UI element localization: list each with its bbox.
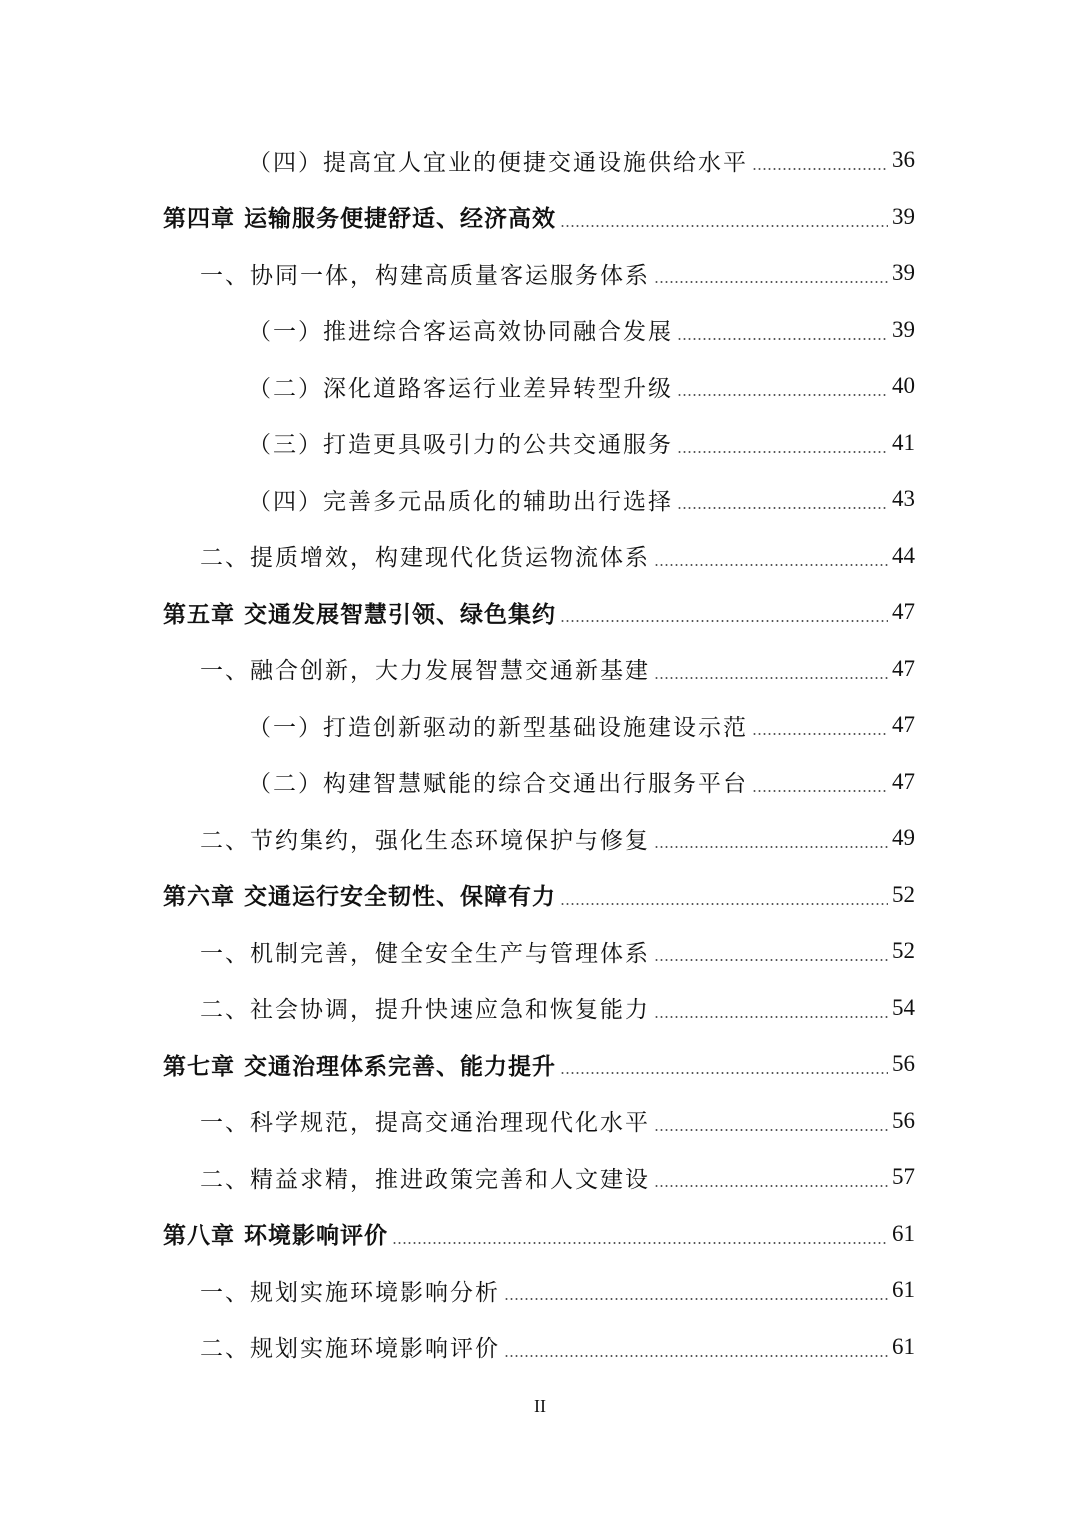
toc-entry[interactable] xyxy=(200,810,915,866)
toc-dot-leader xyxy=(654,281,888,283)
toc-dot-leader xyxy=(677,507,888,509)
toc-dot-leader xyxy=(677,338,888,340)
toc-entry[interactable] xyxy=(163,189,915,245)
toc-entry-title: 二、提质增效，构建现代化货运物流体系 xyxy=(200,545,650,571)
toc-entry-title: 一、协同一体，构建高质量客运服务体系 xyxy=(200,262,650,289)
toc-entry[interactable] xyxy=(200,1319,915,1375)
toc-entry-title: 一、机制完善，健全安全生产与管理体系 xyxy=(200,940,650,967)
toc-entry-page: 61 xyxy=(892,1277,915,1302)
toc-entry[interactable] xyxy=(200,528,915,584)
toc-entry-page: 43 xyxy=(892,486,915,511)
toc-entry[interactable] xyxy=(248,415,915,471)
toc-entry[interactable] xyxy=(200,1262,915,1318)
toc-entry[interactable] xyxy=(200,641,915,697)
toc-entry[interactable] xyxy=(248,358,915,414)
toc-entry-title: （二）构建智慧赋能的综合交通出行服务平台 xyxy=(248,771,748,797)
toc-dot-leader xyxy=(560,903,888,905)
toc-dot-leader xyxy=(392,1242,888,1244)
toc-dot-leader xyxy=(560,620,888,622)
toc-entry-page: 39 xyxy=(892,260,915,285)
toc-entry-page: 47 xyxy=(892,655,915,681)
toc-entry-page: 41 xyxy=(892,429,915,455)
toc-entry-title: （一）打造创新驱动的新型基础设施建设示范 xyxy=(248,714,748,741)
toc-entry-page: 39 xyxy=(892,316,915,342)
toc-entry-page: 54 xyxy=(892,994,915,1020)
toc-entry-page: 40 xyxy=(892,373,915,398)
toc-entry-title: 第四章 运输服务便捷舒适、经济高效 xyxy=(163,206,557,232)
toc-dot-leader xyxy=(654,959,888,961)
toc-entry-page: 47 xyxy=(892,712,915,737)
page-number: II xyxy=(534,1396,546,1416)
toc-entry-title: （四）提高宜人宜业的便捷交通设施供给水平 xyxy=(248,149,748,176)
toc-dot-leader xyxy=(654,564,888,566)
toc-entry-page: 56 xyxy=(892,1107,915,1133)
toc-entry[interactable] xyxy=(200,980,915,1036)
toc-dot-leader xyxy=(560,225,888,227)
toc-entry[interactable] xyxy=(200,1093,915,1149)
toc-entry-title: 一、融合创新，大力发展智慧交通新基建 xyxy=(200,658,650,684)
toc-entry-title: 二、节约集约，强化生态环境保护与修复 xyxy=(200,827,650,854)
toc-entry-page: 52 xyxy=(892,881,915,907)
toc-entry-page: 47 xyxy=(892,599,915,624)
toc-entry-page: 39 xyxy=(892,203,915,229)
toc-entry-title: （二）深化道路客运行业差异转型升级 xyxy=(248,375,673,402)
toc-dot-leader xyxy=(654,1129,888,1131)
toc-entry-page: 57 xyxy=(892,1164,915,1189)
toc-entry-page: 61 xyxy=(892,1220,915,1246)
toc-entry[interactable] xyxy=(248,471,915,527)
toc-entry-page: 49 xyxy=(892,825,915,850)
toc-dot-leader xyxy=(560,1072,888,1074)
toc-entry-title: 一、规划实施环境影响分析 xyxy=(200,1279,500,1306)
toc-dot-leader xyxy=(504,1298,888,1300)
toc-entry[interactable] xyxy=(200,1149,915,1205)
toc-entry-title: 二、规划实施环境影响评价 xyxy=(200,1336,500,1362)
toc-entry[interactable] xyxy=(248,754,915,810)
toc-dot-leader xyxy=(654,846,888,848)
toc-entry[interactable] xyxy=(163,584,915,640)
toc-dot-leader xyxy=(654,1185,888,1187)
toc-entry[interactable] xyxy=(248,697,915,753)
toc-entry[interactable] xyxy=(248,302,915,358)
toc-entry[interactable] xyxy=(200,923,915,979)
toc-entry-page: 56 xyxy=(892,1051,915,1076)
toc-entry-title: 二、社会协调，提升快速应急和恢复能力 xyxy=(200,997,650,1023)
toc-dot-leader xyxy=(677,394,888,396)
toc-entry-title: （一）推进综合客运高效协同融合发展 xyxy=(248,319,673,345)
toc-dot-leader xyxy=(504,1355,888,1357)
toc-entry-title: 第八章 环境影响评价 xyxy=(163,1223,389,1249)
toc-entry-page: 36 xyxy=(892,147,915,172)
toc-entry-title: （三）打造更具吸引力的公共交通服务 xyxy=(248,432,673,458)
toc-entry[interactable] xyxy=(163,1036,915,1092)
toc-dot-leader xyxy=(752,168,888,170)
toc-entry-title: 第六章 交通运行安全韧性、保障有力 xyxy=(163,884,557,910)
toc-entry-title: 第五章 交通发展智慧引领、绿色集约 xyxy=(163,601,557,628)
toc-dot-leader xyxy=(654,677,888,679)
toc-dot-leader xyxy=(752,790,888,792)
toc-entry-page: 52 xyxy=(892,938,915,963)
toc-entry-page: 47 xyxy=(892,768,915,794)
toc-dot-leader xyxy=(752,733,888,735)
toc-entry[interactable] xyxy=(248,132,915,188)
toc-dot-leader xyxy=(677,451,888,453)
toc-entry-page: 61 xyxy=(892,1333,915,1359)
toc-entry[interactable] xyxy=(163,867,915,923)
toc-entry[interactable] xyxy=(200,245,915,301)
toc-entry-title: （四）完善多元品质化的辅助出行选择 xyxy=(248,488,673,515)
toc-entry-title: 第七章 交通治理体系完善、能力提升 xyxy=(163,1053,557,1080)
toc-entry-page: 44 xyxy=(892,542,915,568)
toc-entry-title: 二、精益求精，推进政策完善和人文建设 xyxy=(200,1166,650,1193)
toc-dot-leader xyxy=(654,1016,888,1018)
toc-entry-title: 一、科学规范，提高交通治理现代化水平 xyxy=(200,1110,650,1136)
toc-entry[interactable] xyxy=(163,1206,915,1262)
